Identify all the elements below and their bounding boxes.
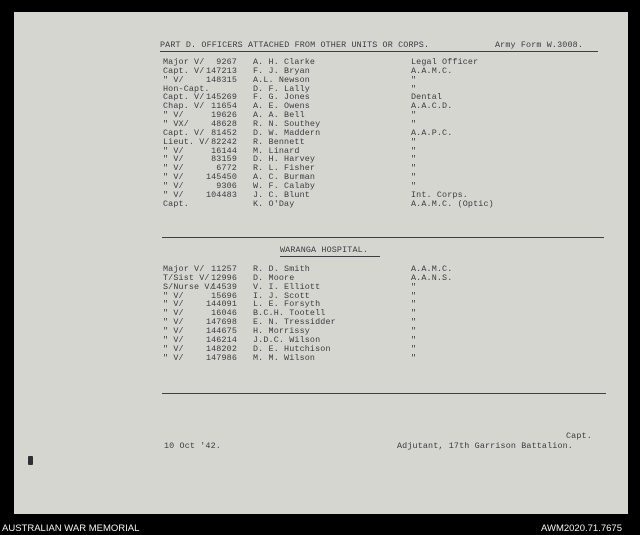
rank-cell: " V/	[163, 334, 184, 345]
unit-cell: "	[411, 154, 417, 165]
service-number-cell: 81452	[211, 127, 237, 138]
rank-cell: " V/	[163, 343, 184, 354]
unit-cell: A.A.M.C. (Optic)	[411, 198, 494, 209]
document-sheet	[14, 12, 628, 514]
unit-cell: "	[411, 281, 417, 292]
service-number-cell: 147986	[205, 352, 237, 363]
service-number-cell: 9306	[216, 180, 237, 191]
service-number-cell: 48628	[211, 118, 237, 129]
section2-title-underline	[280, 256, 380, 257]
army-form-number: Army Form W.3008.	[495, 40, 583, 50]
rank-cell: " V/	[163, 154, 184, 165]
name-cell: A. C. Burman	[253, 172, 316, 183]
rank-cell: Hon-Capt.	[163, 83, 210, 94]
unit-cell: "	[411, 180, 417, 191]
name-cell: A.L. Newson	[253, 74, 310, 85]
rank-cell: " VX/	[163, 118, 189, 129]
name-cell: J.D.C. Wilson	[253, 334, 321, 345]
rank-cell: " V/	[163, 180, 184, 191]
name-cell: J. C. Blunt	[253, 189, 310, 200]
name-cell: E. N. Tressidder	[253, 317, 336, 328]
unit-cell: Int. Corps.	[411, 189, 468, 200]
rank-cell: " V/	[163, 74, 184, 85]
service-number-cell: 144091	[205, 299, 237, 310]
unit-cell: Legal Officer	[411, 57, 479, 67]
rank-cell: " V/	[163, 145, 184, 156]
name-cell: M. Linard	[253, 145, 300, 156]
name-cell: B.C.H. Tootell	[253, 308, 326, 319]
name-cell: D. F. Lally	[253, 83, 310, 94]
name-cell: H. Morrissy	[253, 325, 310, 336]
name-cell: D. Moore	[253, 272, 295, 283]
rank-cell: Major V/	[163, 57, 205, 67]
ink-mark	[28, 456, 33, 465]
rank-cell: " V/	[163, 163, 184, 174]
officer-row	[14, 198, 628, 210]
rank-cell: Lieut. V/	[163, 136, 210, 147]
unit-cell: A.A.M.C.	[411, 264, 453, 274]
unit-cell: "	[411, 352, 417, 363]
unit-cell: "	[411, 308, 417, 319]
service-number-cell: 147698	[205, 317, 237, 328]
rank-cell: " V/	[163, 189, 184, 200]
section2-heading-line	[14, 244, 628, 256]
header-underline	[160, 51, 598, 52]
name-cell: I. J. Scott	[253, 290, 310, 301]
service-number-cell: 104483	[205, 189, 237, 200]
service-number-cell: 16144	[211, 145, 237, 156]
officer-row	[14, 352, 628, 364]
header-line	[14, 39, 628, 51]
service-number-cell: 9267	[216, 57, 237, 67]
rank-cell: Major V/	[163, 264, 205, 274]
name-cell: F. J. Bryan	[253, 65, 310, 76]
name-cell: A. A. Bell	[253, 110, 305, 121]
name-cell: F. G. Jones	[253, 92, 310, 103]
rank-cell: Capt. V/	[163, 127, 205, 138]
unit-cell: A.A.M.C.	[411, 65, 453, 76]
rank-cell: Chap. V/	[163, 101, 205, 112]
service-number-cell: 147213	[205, 65, 237, 76]
service-number-cell: 15696	[211, 290, 237, 301]
service-number-cell: 12996	[211, 272, 237, 283]
unit-cell: "	[411, 136, 417, 147]
name-cell: L. E. Forsyth	[253, 299, 321, 310]
header-title: PART D. OFFICERS ATTACHED FROM OTHER UNITS OR CORPS.	[160, 40, 430, 50]
rank-cell: " V/	[163, 317, 184, 328]
signature-title: Adjutant, 17th Garrison Battalion.	[397, 441, 573, 451]
service-number-cell: 148315	[205, 74, 237, 85]
service-number-cell: 146214	[205, 334, 237, 345]
unit-cell: "	[411, 172, 417, 183]
rank-cell: " V/	[163, 172, 184, 183]
service-number-cell: 16046	[211, 308, 237, 319]
rank-cell: Capt. V/	[163, 92, 205, 103]
name-cell: D. E. Hutchison	[253, 343, 331, 354]
rank-cell: S/Nurse V/	[163, 281, 215, 292]
service-number-cell: 11257	[211, 264, 237, 274]
unit-cell: "	[411, 325, 417, 336]
name-cell: D. W. Maddern	[253, 127, 321, 138]
rank-cell: " V/	[163, 110, 184, 121]
rank-cell: " V/	[163, 290, 184, 301]
unit-cell: "	[411, 299, 417, 310]
closing-divider	[162, 393, 606, 394]
name-cell: R. L. Fisher	[253, 163, 316, 174]
service-number-cell: 19626	[211, 110, 237, 121]
rank-cell: " V/	[163, 299, 184, 310]
rank-cell: " V/	[163, 308, 184, 319]
unit-cell: A.A.P.C.	[411, 127, 453, 138]
unit-cell: "	[411, 334, 417, 345]
service-number-cell: 82242	[211, 136, 237, 147]
unit-cell: "	[411, 110, 417, 121]
accession-number: AWM2020.71.7675	[541, 523, 622, 534]
service-number-cell: 145269	[205, 92, 237, 103]
service-number-cell: 148202	[205, 343, 237, 354]
institution-name: AUSTRALIAN WAR MEMORIAL	[2, 523, 140, 534]
name-cell: D. H. Harvey	[253, 154, 316, 165]
service-number-cell: 145450	[205, 172, 237, 183]
unit-cell: "	[411, 290, 417, 301]
name-cell: R. N. Southey	[253, 118, 321, 129]
unit-cell: "	[411, 118, 417, 129]
date-signature-line	[14, 440, 628, 452]
section-divider	[162, 237, 604, 238]
service-number-cell: 14539	[211, 281, 237, 292]
signature-rank: Capt.	[566, 431, 592, 441]
service-number-cell: 11654	[211, 101, 237, 112]
rank-cell: T/Sist V/	[163, 272, 210, 283]
rank-cell: " V/	[163, 325, 184, 336]
unit-cell: "	[411, 163, 417, 174]
unit-cell: "	[411, 74, 417, 85]
service-number-cell: 83159	[211, 154, 237, 165]
name-cell: W. F. Calaby	[253, 180, 316, 191]
unit-cell: "	[411, 317, 417, 328]
service-number-cell: 6772	[216, 163, 237, 174]
name-cell: V. I. Elliott	[253, 281, 321, 292]
rank-cell: Capt.	[163, 198, 189, 209]
unit-cell: A.A.C.D.	[411, 101, 453, 112]
unit-cell: "	[411, 343, 417, 354]
document-date: 10 Oct '42.	[164, 441, 221, 451]
section2-title: WARANGA HOSPITAL.	[280, 245, 368, 255]
name-cell: M. M. Wilson	[253, 352, 316, 363]
unit-cell: "	[411, 145, 417, 156]
unit-cell: A.A.N.S.	[411, 272, 453, 283]
name-cell: K. O'Day	[253, 198, 295, 209]
unit-cell: Dental	[411, 92, 443, 103]
rank-cell: " V/	[163, 352, 184, 363]
footer-bar	[0, 521, 640, 535]
rank-cell: Capt. V/	[163, 65, 205, 76]
name-cell: A. H. Clarke	[253, 57, 316, 67]
name-cell: A. E. Owens	[253, 101, 310, 112]
name-cell: R. Bennett	[253, 136, 305, 147]
service-number-cell: 144675	[205, 325, 237, 336]
unit-cell: "	[411, 83, 417, 94]
name-cell: R. D. Smith	[253, 264, 310, 274]
